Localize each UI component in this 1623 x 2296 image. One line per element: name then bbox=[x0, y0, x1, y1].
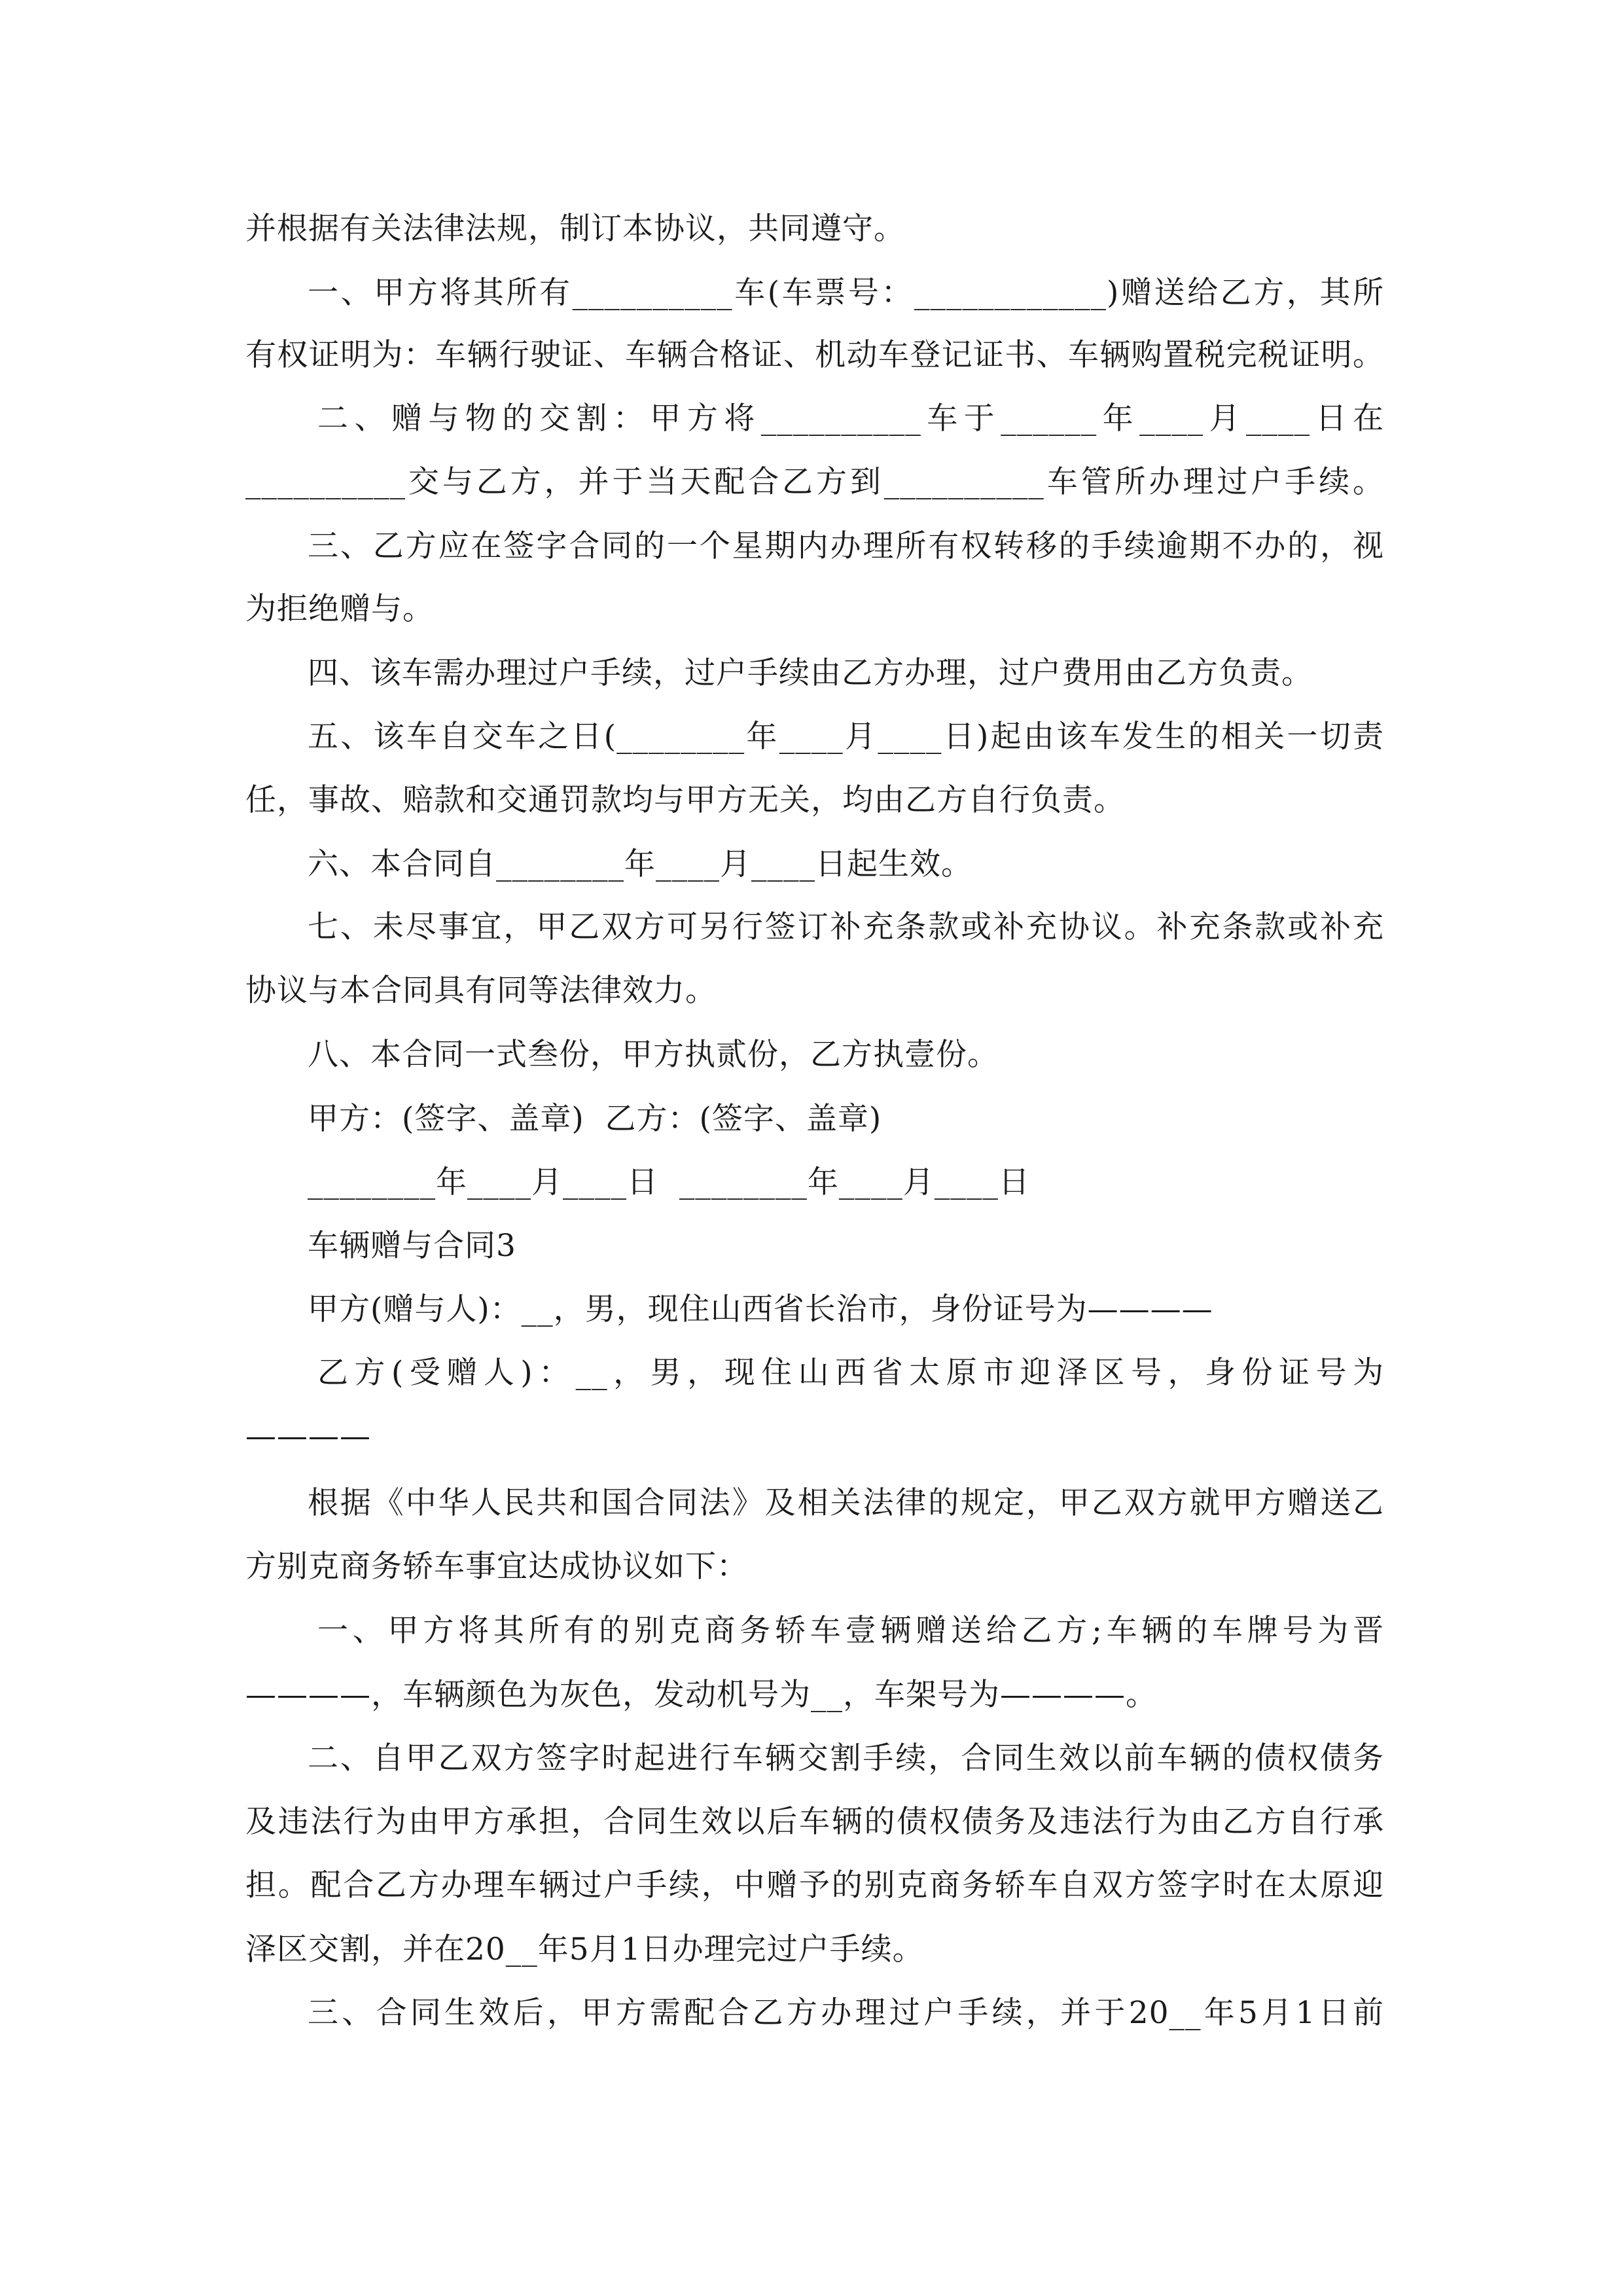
article-2-line-3: 担。配合乙方办理车辆过户手续，中赠予的别克商务轿车自双方签字时在太原迎 bbox=[245, 1867, 1384, 1903]
article-1-line-2: ————，车辆颜色为灰色，发动机号为__，车架号为————。 bbox=[245, 1677, 1157, 1713]
clause-4-line: 四、该车需办理过户手续，过户手续由乙方办理，过户费用由乙方负责。 bbox=[308, 655, 1313, 691]
article-3-line-1: 三、合同生效后，甲方需配合乙方办理过户手续，并于20__年5月1日前 bbox=[308, 1995, 1384, 2031]
contract-title: 车辆赠与合同3 bbox=[308, 1228, 516, 1264]
paragraph-line: 并根据有关法律法规，制订本协议，共同遵守。 bbox=[245, 211, 905, 247]
party-b-line-2: ———— bbox=[245, 1418, 371, 1454]
article-2-line-2: 及违法行为由甲方承担，合同生效以后车辆的债权债务及违法行为由乙方自行承 bbox=[245, 1804, 1384, 1840]
clause-2-line-2: __________交与乙方，并于当天配合乙方到__________车管所办理过户手续。 bbox=[245, 464, 1384, 500]
clause-5-line-1: 五、该车自交车之日(________年____月____日)起由该车发生的相关一切责 bbox=[308, 719, 1384, 755]
article-2-line-4: 泽区交割，并在20__年5月1日办理完过户手续。 bbox=[245, 1931, 924, 1967]
clause-7-line-1: 七、未尽事宜，甲乙双方可另行签订补充条款或补充协议。补充条款或补充 bbox=[308, 909, 1384, 945]
signature-date-line: ________年____月____日 ________年____月____日 bbox=[308, 1164, 1030, 1200]
party-b-line-1: 乙方(受赠人)：__，男，现住山西省太原市迎泽区号，身份证号为 bbox=[317, 1355, 1384, 1391]
clause-3-line-2: 为拒绝赠与。 bbox=[245, 591, 434, 627]
clause-1-line-2: 有权证明为：车辆行驶证、车辆合格证、机动车登记证书、车辆购置税完税证明。 bbox=[245, 337, 1384, 373]
article-1-line-1: 一、甲方将其所有的别克商务轿车壹辆赠送给乙方;车辆的车牌号为晋 bbox=[317, 1613, 1384, 1649]
clause-7-line-2: 协议与本合同具有同等法律效力。 bbox=[245, 973, 717, 1009]
preamble-line-1: 根据《中华人民共和国合同法》及相关法律的规定，甲乙双方就甲方赠送乙 bbox=[308, 1485, 1384, 1521]
party-a-line: 甲方(赠与人)：__，男，现住山西省长治市，身份证号为———— bbox=[308, 1291, 1213, 1327]
clause-8-line: 八、本合同一式叁份，甲方执贰份，乙方执壹份。 bbox=[308, 1037, 999, 1073]
signature-line: 甲方：(签字、盖章) 乙方：(签字、盖章) bbox=[308, 1101, 882, 1137]
clause-5-line-2: 任，事故、赔款和交通罚款均与甲方无关，均由乙方自行负责。 bbox=[245, 782, 1125, 818]
clause-3-line-1: 三、乙方应在签字合同的一个星期内办理所有权转移的手续逾期不办的，视 bbox=[308, 528, 1384, 564]
clause-1-line-1: 一、甲方将其所有__________车(车票号：____________)赠送给乙方，其所 bbox=[308, 275, 1384, 311]
clause-2-line-1: 二、赠与物的交割：甲方将__________车于______年____月____日在 bbox=[317, 401, 1384, 437]
clause-6-line: 六、本合同自________年____月____日起生效。 bbox=[308, 846, 972, 882]
article-2-line-1: 二、自甲乙双方签字时起进行车辆交割手续，合同生效以前车辆的债权债务 bbox=[308, 1740, 1384, 1776]
preamble-line-2: 方别克商务轿车事宜达成协议如下： bbox=[245, 1549, 748, 1585]
